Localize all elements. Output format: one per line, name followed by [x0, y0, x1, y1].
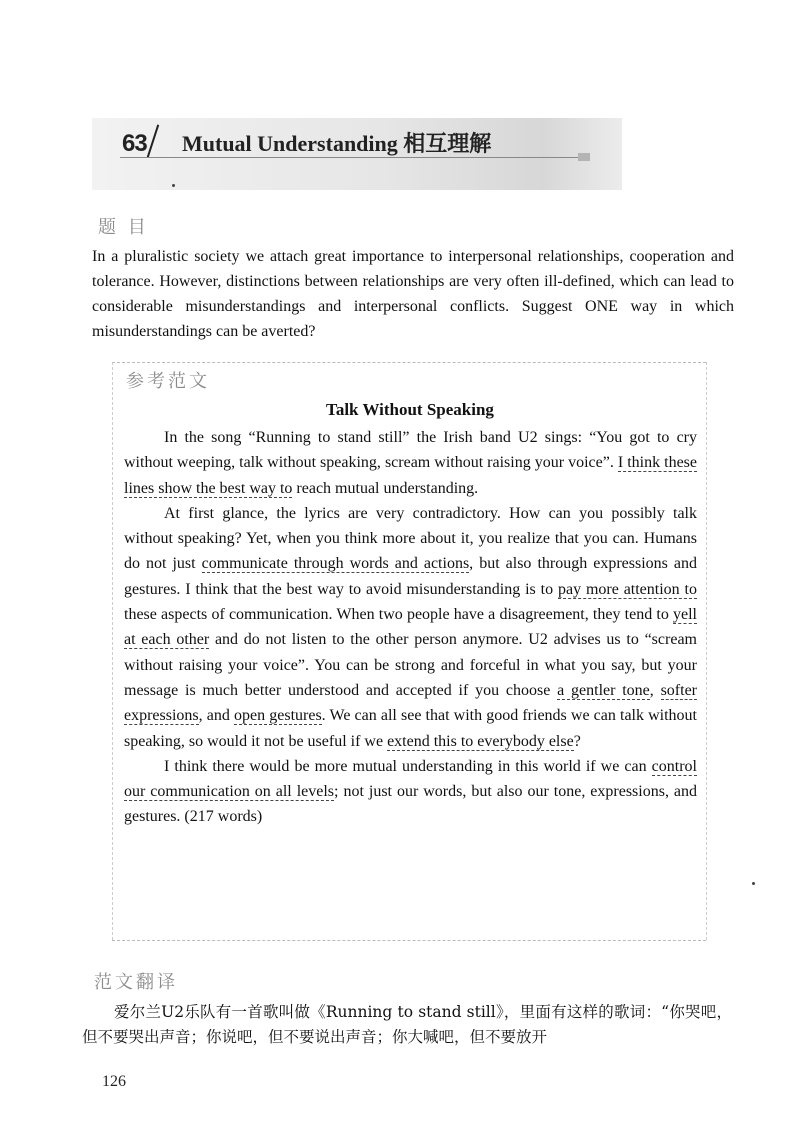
- highlighted-phrase: softer expressions: [124, 681, 698, 725]
- essay-paragraph-1: [124, 425, 697, 501]
- essay-text: . We can all see that with good friends we can talk without speaking, so would it not be useful if we: [124, 707, 698, 750]
- prompt-paragraph: In a pluralistic society we attach great importance to interpersonal relationships, cooperation and tolerance. However, distinctions between relationships are very often ill-defined, which can lead to considerable misunderstandings and interpersonal conflicts. Suggest ONE way in which misunderstandings can be averted?: [92, 248, 734, 340]
- essay-box-top-border: [112, 362, 706, 363]
- chapter-title-rule: [120, 157, 580, 158]
- page-number: 126: [102, 1073, 126, 1090]
- chapter-number: 63: [122, 130, 147, 157]
- essay-text: ?: [573, 732, 581, 750]
- prompt-section-label: 题 目: [98, 217, 149, 238]
- chapter-title-rule-end: [578, 153, 590, 161]
- highlighted-phrase: communicate through words and actions: [201, 555, 470, 573]
- highlighted-phrase: open gestures: [234, 707, 322, 725]
- essay-text: , and: [198, 707, 235, 725]
- essay-text: ; not just our words, but also our tone, expressions, and gestures. (217 words): [124, 783, 698, 826]
- essay-box-right-border: [706, 362, 707, 940]
- highlighted-phrase: I think these lines show the best way to: [124, 454, 698, 497]
- essay-text: At first glance, the lyrics are very contradictory. How can you possibly talk without speaking? Yet, when you think more about it, you realize that you can. Humans do not just: [124, 504, 697, 573]
- highlighted-phrase: a gentler tone: [557, 681, 650, 699]
- translation-paragraph: 爱尔兰U2乐队有一首歌叫做《Running to stand still》，里面有这样的歌词：“你哭吧，但不要哭出声音；你说吧，但不要说出声音；你大喊吧，但不要放开: [82, 1003, 732, 1046]
- essay-paragraph-3: [124, 754, 697, 830]
- essay-text: and do not listen to the other person anymore. U2 advises us to “scream without raising your voice”. You can be strong and forceful in what you say, but your message is much better understood and accepted if you choose: [124, 631, 697, 699]
- model-essay-section-label: 参考范文: [126, 371, 210, 392]
- essay-paragraph-2: [124, 501, 697, 754]
- essay-box-bottom-border: [112, 940, 706, 941]
- highlighted-phrase: extend this to everybody else: [387, 732, 574, 750]
- essay-text: ,: [649, 681, 661, 699]
- essay-title: Talk Without Speaking: [326, 400, 494, 419]
- essay-text: , but also through expressions and gestures. I think that the best way to avoid misunderstanding is to: [124, 555, 697, 598]
- scan-speck: [172, 184, 175, 187]
- essay-box-left-border: [112, 362, 113, 940]
- translation-section-label: 范文翻译: [94, 972, 178, 993]
- scan-speck: [752, 882, 755, 885]
- chapter-title: Mutual Understanding 相互理解: [182, 131, 492, 156]
- highlighted-phrase: control our communication on all levels: [124, 757, 697, 801]
- essay-body: [124, 425, 697, 830]
- essay-text: In the song “Running to stand still” the Irish band U2 sings: “You got to cry without weeping, talk without speaking, scream without raising your voice”.: [124, 429, 697, 472]
- essay-text: reach mutual understanding.: [292, 479, 479, 497]
- essay-text: I think there would be more mutual understanding in this world if we can: [164, 757, 652, 775]
- essay-text: these aspects of communication. When two people have a disagreement, they tend to: [124, 606, 673, 624]
- highlighted-phrase: pay more attention to: [557, 580, 697, 598]
- highlighted-phrase: yell at each other: [124, 606, 697, 649]
